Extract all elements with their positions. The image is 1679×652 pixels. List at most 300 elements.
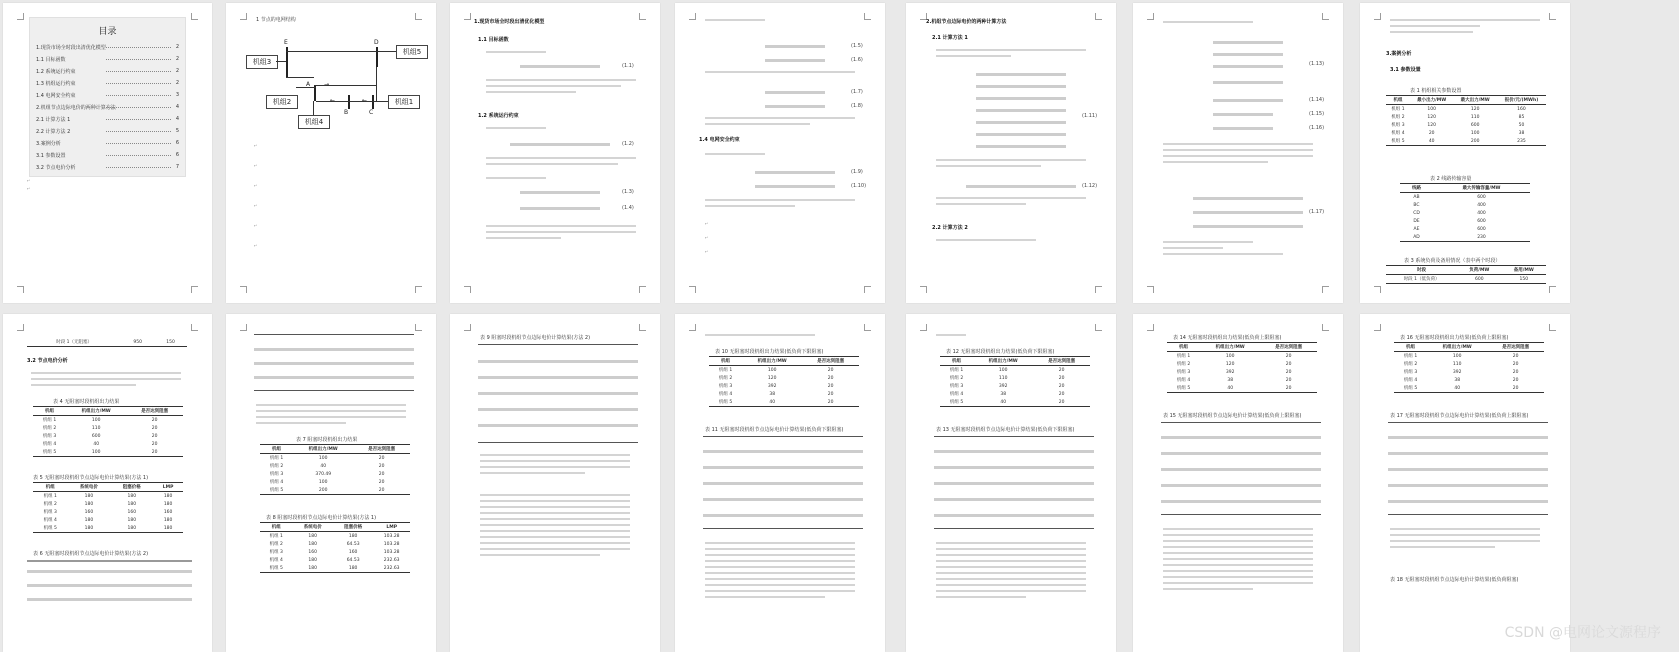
table5-caption: 表 5 无阻塞时段机组节点边际电价计算结果(方法 1) — [33, 475, 149, 481]
table-cell: 20 — [1285, 369, 1292, 375]
table-cell: 38 — [1000, 391, 1007, 397]
table-cell: 200 — [1453, 137, 1497, 146]
table-cell: 机组 4 — [1403, 378, 1418, 383]
table-header-cell: 机组 — [1386, 96, 1410, 105]
table-cell: 38 — [1454, 377, 1461, 383]
table-cell: 机组 5 — [1167, 384, 1200, 393]
eq-number: (1.5) — [851, 43, 863, 49]
table11-caption: 表 11 无阻塞时段机组节点边际电价计算结果(低负荷下限阻塞) — [705, 427, 844, 433]
th: LMP — [153, 483, 183, 492]
table-cell: 机组 4 — [1391, 131, 1405, 136]
table3-caption: 表 3 系统负荷及备用情况（表中两个时段） — [1404, 258, 1501, 264]
table-cell: 时段 1（低负荷） — [1386, 275, 1457, 284]
table-cell: 100 — [1470, 130, 1480, 136]
table-cell: 120 — [1225, 361, 1235, 367]
table-cell: CD — [1413, 210, 1420, 216]
table-cell: 机组 3 — [1403, 370, 1418, 375]
table-cell: 160 — [163, 509, 173, 515]
toc-item-page: 2 — [175, 80, 179, 86]
table-cell: 180 — [293, 564, 333, 573]
table-row — [1386, 105, 1546, 114]
table-16 — [1394, 342, 1544, 393]
th: 系统电价 — [293, 523, 333, 532]
toc-item[interactable] — [36, 104, 179, 111]
table-cell: 600 — [91, 433, 101, 439]
table-2 — [1400, 183, 1530, 242]
page-8-results — [3, 314, 212, 652]
toc-item[interactable] — [36, 92, 179, 99]
page-14-results — [1360, 314, 1570, 652]
table-cell: 机组 4 — [949, 392, 964, 397]
bus-label-d: D — [374, 39, 379, 46]
table-row — [260, 454, 410, 463]
table-row — [709, 366, 859, 375]
table-row — [709, 398, 859, 407]
table-row — [1167, 352, 1317, 361]
table-row — [940, 398, 1090, 407]
table-cell: 机组 2 — [1391, 115, 1405, 120]
table-cell: 机组 4 — [42, 442, 57, 447]
table-row — [1400, 193, 1530, 202]
toc-item[interactable] — [36, 152, 179, 159]
table-cell: 机组 4 — [269, 558, 283, 563]
table-cell: 100 — [1225, 353, 1235, 359]
table-cell: 20 — [353, 486, 410, 495]
heading-2: 2.机组节点边际电价的两种计算方法 — [926, 19, 1007, 25]
table-cell: 38 — [1518, 130, 1525, 136]
page-11-results — [675, 314, 885, 652]
table-cell: 机组 5 — [260, 486, 293, 495]
table-cell: 160 — [84, 509, 94, 515]
page-1-toc: 目录 1.现货市场全时段出清优化模型 2 1.1 目标函数 2 1.2 系统运行约束 2 1.3 机组运行约束 2 1.4 电网安全约束 3 2.机组节点边际电价的两种计算方法 4 2.1 计算方法 1 4 2.2 计算方法 2 5 3.案例分析 6 3.1 参数设置 6 3.2 节点电价分析 7 ↵ ↵ — [3, 3, 212, 303]
table-cell: 机组 5 — [260, 564, 293, 573]
table12-caption: 表 12 无阻塞时段机组出力结果(低负荷下限阻塞) — [946, 349, 1055, 355]
table-cell: 180 — [308, 541, 317, 547]
table-cell: 机组 2 — [269, 464, 284, 469]
table-cell: 机组 3 — [718, 384, 733, 389]
table-cell: 400 — [1477, 202, 1486, 208]
table-cell: 20 — [1512, 377, 1519, 383]
heading-3-2: 3.2 节点电价分析 — [27, 358, 68, 364]
table-cell: 103.28 — [383, 533, 400, 539]
th: 机组 — [260, 523, 293, 532]
table-cell: 20 — [151, 441, 158, 447]
table-cell: 机组 1 — [42, 418, 57, 423]
table-cell: 100 — [91, 417, 101, 423]
table-row — [1394, 352, 1544, 361]
table-row — [940, 390, 1090, 398]
th: 机组出力/MW — [742, 357, 802, 366]
table-cell: 时段 1（无阻塞） — [27, 338, 121, 347]
table-cell: 50 — [1518, 122, 1525, 128]
table-cell: 110 — [998, 375, 1008, 381]
table-cell: 100 — [318, 455, 328, 461]
table-cell: 120 — [1470, 106, 1480, 112]
table-cell: 400 — [1477, 210, 1486, 216]
table-cell: 20 — [1285, 353, 1292, 359]
table-row — [940, 382, 1090, 390]
table-cell: 120 — [1427, 114, 1436, 120]
toc-title: 目录 — [98, 27, 117, 37]
toc-item[interactable] — [36, 80, 179, 87]
table-cell: 600 — [1470, 122, 1480, 128]
table-cell: 20 — [827, 375, 834, 381]
th: 阻塞价格 — [110, 483, 153, 492]
th: 机组 — [709, 357, 742, 366]
table-cell: 机组 4 — [43, 518, 57, 523]
toc-item[interactable] — [36, 128, 179, 135]
th: 机组出力/MW — [973, 357, 1033, 366]
table-cell: 20 — [126, 448, 183, 457]
toc-item-label: 1.4 电网安全约束 — [36, 93, 76, 99]
page-2-network-diagram: 1 节点的电网结构 机组3 机组2 机组4 机组5 机组1 E D A B C ← ← → ↵ ↵ ↵ ↵ ↵ ↵ — [226, 3, 436, 303]
table-cell: 20 — [827, 391, 834, 397]
table-cell: 机组 3 — [949, 384, 964, 389]
eq-number: (1.15) — [1309, 111, 1325, 117]
table-cell: 180 — [308, 533, 317, 539]
table-cell: 232.63 — [373, 564, 410, 573]
th: 机组 — [1167, 343, 1200, 352]
table-row — [33, 524, 183, 533]
table-row — [260, 532, 410, 541]
table-cell: 180 — [110, 524, 153, 533]
toc-item-label: 3.2 节点电价分析 — [36, 165, 76, 171]
table-header-cell: 最大传输容量/MW — [1433, 184, 1530, 193]
table-cell: 机组 5 — [33, 448, 66, 457]
toc-item[interactable] — [36, 164, 179, 171]
table-cell: 110 — [1470, 114, 1480, 120]
toc-item-label: 1.2 系统运行约束 — [36, 69, 76, 75]
table-cell: 180 — [163, 493, 173, 499]
table-cell: 20 — [378, 479, 385, 485]
heading-2-1: 2.1 计算方法 1 — [932, 35, 968, 41]
table-cell: 20 — [1512, 361, 1519, 367]
th: 是否达到阻塞 — [1487, 343, 1544, 352]
table-row — [1386, 129, 1546, 137]
table-row — [1167, 368, 1317, 376]
table-cell: 机组 1 — [1403, 354, 1418, 359]
table-cell: 机组 2 — [269, 542, 283, 547]
table-cell: 40 — [973, 398, 1033, 407]
eq-number: (1.3) — [622, 189, 634, 195]
table-cell: 180 — [127, 517, 137, 523]
table-cell: 600 — [1477, 218, 1486, 224]
table-cell: AB — [1413, 194, 1420, 200]
th: 机组 — [940, 357, 973, 366]
table-cell: 40 — [93, 441, 100, 447]
heading-3: 3.案例分析 — [1386, 51, 1412, 57]
table-cell: 110 — [1452, 361, 1462, 367]
toc-item[interactable] — [36, 116, 179, 123]
table-cell: 机组 1 — [269, 456, 284, 461]
table-10 — [709, 356, 859, 407]
table-cell: 20 — [151, 433, 158, 439]
table18-caption: 表 18 无阻塞时段机组节点边际电价计算结果(低负荷阻塞) — [1390, 577, 1519, 583]
table-cell: 20 — [1033, 398, 1090, 407]
toc-item-page: 3 — [175, 92, 179, 98]
table-cell: 160 — [127, 509, 137, 515]
table-row — [1386, 137, 1546, 146]
table15-caption: 表 15 无阻塞时段机组节点边际电价计算结果(低负荷上限阻塞) — [1163, 413, 1302, 419]
table-cell: 392 — [767, 383, 777, 389]
table-cell: 950 — [121, 338, 154, 347]
table-row — [1400, 201, 1530, 209]
page-6-derivation — [1133, 3, 1343, 303]
table-cell: 180 — [127, 501, 137, 507]
table-cell: 600 — [1477, 226, 1486, 232]
table-cell: 120 — [1427, 122, 1436, 128]
table-cell: 230 — [1433, 233, 1530, 242]
table-cell: 392 — [998, 383, 1008, 389]
toc-item-page: 5 — [175, 128, 179, 134]
table-cell: 150 — [154, 338, 187, 347]
table-row — [1386, 113, 1546, 121]
table-cell: 机组 2 — [42, 426, 57, 431]
table-cell: 20 — [1512, 353, 1519, 359]
th: 机组出力/MW — [1427, 343, 1487, 352]
table-cell: 40 — [1410, 137, 1454, 146]
eq-number: (1.17) — [1309, 209, 1325, 215]
table-cell: 机组 3 — [1391, 123, 1405, 128]
table-cell: 100 — [998, 367, 1008, 373]
table-row — [33, 424, 183, 432]
page-7-case-study — [1360, 3, 1570, 303]
table-cell: AE — [1413, 226, 1420, 232]
table-cell: 20 — [1428, 130, 1435, 136]
table-cell: 180 — [163, 517, 173, 523]
table-cell: 机组 5 — [1394, 384, 1427, 393]
eq-number: (1.13) — [1309, 61, 1325, 67]
table-3-cont — [27, 338, 187, 347]
table-row — [1394, 384, 1544, 393]
table-row — [33, 448, 183, 457]
table-cell: 200 — [293, 486, 353, 495]
table-row — [1394, 368, 1544, 376]
table-cell: 38 — [1227, 377, 1234, 383]
table-row — [33, 500, 183, 508]
table-of-contents — [29, 17, 186, 177]
heading-1: 1.现货市场全时段出清优化模型 — [474, 19, 545, 25]
table-row — [33, 432, 183, 440]
table-row — [260, 462, 410, 470]
table-cell: 100 — [1452, 353, 1462, 359]
table-7 — [260, 444, 410, 495]
table-cell: 180 — [67, 524, 110, 533]
table-cell: 机组 5 — [709, 398, 742, 407]
table-cell: 38 — [769, 391, 776, 397]
heading-2-2: 2.2 计算方法 2 — [932, 225, 968, 231]
table-row — [1167, 384, 1317, 393]
table-row — [1167, 376, 1317, 384]
toc-item-label: 3.1 参数设置 — [36, 153, 66, 159]
table9-caption: 表 9 阻塞时段机组节点边际电价计算结果(方法 2) — [480, 335, 591, 341]
diagram-caption: 1 节点的电网结构 — [256, 17, 296, 23]
bus-label-a: A — [306, 81, 311, 88]
table-cell: 机组 3 — [269, 550, 283, 555]
table-row — [260, 478, 410, 486]
eq-number: (1.2) — [622, 141, 634, 147]
toc-item[interactable] — [36, 140, 179, 147]
table-row — [33, 516, 183, 524]
th: 机组 — [33, 483, 67, 492]
table-cell: 100 — [66, 448, 126, 457]
table-row — [1400, 225, 1530, 233]
table-cell: 机组 5 — [33, 524, 67, 533]
table-cell: 20 — [1512, 369, 1519, 375]
eq-number: (1.10) — [851, 183, 867, 189]
table-cell: 110 — [91, 425, 101, 431]
table13-caption: 表 13 无阻塞时段机组节点边际电价计算结果(低负荷下限阻塞) — [936, 427, 1075, 433]
table-header-cell: 最小出力/MW — [1410, 96, 1454, 105]
table-cell: 20 — [1487, 384, 1544, 393]
page-5-methods — [906, 3, 1116, 303]
toc-item-page: 6 — [175, 140, 179, 146]
heading-3-1: 3.1 参数设置 — [1390, 67, 1421, 73]
toc-item-label: 2.1 计算方法 1 — [36, 117, 71, 123]
table-cell: 机组 5 — [1386, 137, 1410, 146]
page-12-results — [906, 314, 1116, 652]
page-9-results — [226, 314, 436, 652]
table-cell: 370.49 — [315, 471, 332, 477]
table-cell: 85 — [1518, 114, 1525, 120]
th: 是否达到阻塞 — [1260, 343, 1317, 352]
node-unit1: 机组1 — [388, 95, 420, 109]
table-cell: 20 — [1058, 391, 1065, 397]
table-cell: 180 — [163, 501, 173, 507]
table-cell: 392 — [1452, 369, 1462, 375]
toc-item-page: 2 — [175, 44, 179, 50]
th: 阻塞价格 — [333, 523, 373, 532]
table-row — [1400, 233, 1530, 242]
table-cell: 20 — [378, 463, 385, 469]
table-cell: 20 — [802, 398, 859, 407]
table-cell: 100 — [767, 367, 777, 373]
table1-caption: 表 1 机组相关参数设置 — [1410, 88, 1462, 94]
table16-caption: 表 16 无阻塞时段机组出力结果(低负荷上限阻塞) — [1400, 335, 1509, 341]
page-10-results — [450, 314, 660, 652]
table-cell: 100 — [318, 479, 328, 485]
table-header-cell: 备用/MW — [1502, 266, 1546, 275]
table-row — [260, 548, 410, 556]
th: 系统电价 — [67, 483, 110, 492]
table-cell: 机组 3 — [42, 434, 57, 439]
table6-caption: 表 6 无阻塞时段机组节点边际电价计算结果(方法 2) — [33, 551, 149, 557]
table-header-cell: 时段 — [1386, 266, 1457, 275]
csdn-watermark: CSDN @电网论文源程序 — [1504, 625, 1661, 641]
table-cell: 20 — [1058, 383, 1065, 389]
table-row — [33, 416, 183, 425]
toc-item-page: 2 — [175, 56, 179, 62]
table-cell: 机组 1 — [43, 494, 57, 499]
toc-item[interactable] — [36, 68, 179, 75]
table-cell: 103.28 — [383, 549, 400, 555]
table-3 — [1386, 265, 1546, 284]
table-cell: 180 — [333, 564, 373, 573]
th: 机组出力/MW — [1200, 343, 1260, 352]
table-row — [1167, 360, 1317, 368]
table-row — [1386, 275, 1546, 284]
table-header-cell: 负荷/MW — [1457, 266, 1501, 275]
bus-label-c: C — [369, 109, 374, 116]
toc-item[interactable] — [36, 44, 179, 51]
heading-1-2: 1.2 系统运行约束 — [478, 113, 519, 119]
toc-item-page: 6 — [175, 152, 179, 158]
table-cell: 40 — [320, 463, 327, 469]
page-13-results — [1133, 314, 1343, 652]
toc-item[interactable] — [36, 56, 179, 63]
toc-item-label: 1.现货市场全时段出清优化模型 — [36, 45, 106, 51]
table-cell: 20 — [151, 425, 158, 431]
eq-number: (1.4) — [622, 205, 634, 211]
table-cell: 180 — [308, 557, 317, 563]
table-cell: 机组 2 — [43, 502, 57, 507]
table-cell: 机组 5 — [940, 398, 973, 407]
table-cell: 机组 2 — [1176, 362, 1191, 367]
table-row — [940, 366, 1090, 375]
toc-item-label: 2.机组节点边际电价的两种计算方法 — [36, 105, 116, 111]
eq-number: (1.7) — [851, 89, 863, 95]
table-14 — [1167, 342, 1317, 393]
table-row — [709, 374, 859, 382]
table-cell: 20 — [1058, 375, 1065, 381]
heading-1-4: 1.4 电网安全约束 — [699, 137, 740, 143]
table-cell: 机组 3 — [43, 510, 57, 515]
table-cell: 20 — [1058, 367, 1065, 373]
table-4 — [33, 406, 183, 457]
table-cell: 机组 2 — [949, 376, 964, 381]
eq-number: (1.16) — [1309, 125, 1325, 131]
node-unit3: 机组3 — [246, 55, 278, 69]
table-cell: 20 — [378, 471, 385, 477]
table-cell: 机组 4 — [718, 392, 733, 397]
th: 机组 — [1394, 343, 1427, 352]
table-cell: 180 — [84, 517, 94, 523]
table-row — [260, 470, 410, 478]
table-cell: 180 — [153, 524, 183, 533]
table10-caption: 表 10 无阻塞时段机组出力结果(低负荷下限阻塞) — [715, 349, 824, 355]
table-row — [1394, 360, 1544, 368]
table14-caption: 表 14 无阻塞时段机组出力结果(低负荷上限阻塞) — [1173, 335, 1282, 341]
table-cell: 180 — [348, 533, 358, 539]
table-header-cell: 最大出力/MW — [1453, 96, 1497, 105]
table-cell: 100 — [1427, 106, 1436, 112]
table-cell: 20 — [151, 417, 158, 423]
table-1 — [1386, 95, 1546, 146]
node-unit5: 机组5 — [396, 45, 428, 59]
table-cell: DE — [1413, 218, 1420, 224]
table-row — [1386, 121, 1546, 129]
table-row — [1400, 217, 1530, 225]
table-cell: 机组 4 — [269, 480, 284, 485]
table-cell: 40 — [1427, 384, 1487, 393]
node-unit2: 机组2 — [266, 95, 298, 109]
eq-number: (1.14) — [1309, 97, 1325, 103]
table-cell: 64.53 — [346, 541, 360, 547]
table-cell: AD — [1400, 233, 1433, 242]
table-row — [260, 540, 410, 548]
table-header-cell: 线路 — [1400, 184, 1433, 193]
table-cell: 机组 1 — [1176, 354, 1191, 359]
bus-label-e: E — [284, 39, 288, 46]
toc-item-page: 4 — [175, 104, 179, 110]
table-cell: 180 — [84, 501, 94, 507]
table-cell: 120 — [767, 375, 777, 381]
table17-caption: 表 17 无阻塞时段机组节点边际电价计算结果(低负荷上限阻塞) — [1390, 413, 1529, 419]
table-cell: 64.53 — [346, 557, 360, 563]
table-12 — [940, 356, 1090, 407]
table-cell: BC — [1413, 202, 1420, 208]
table-cell: 机组 1 — [269, 534, 283, 539]
